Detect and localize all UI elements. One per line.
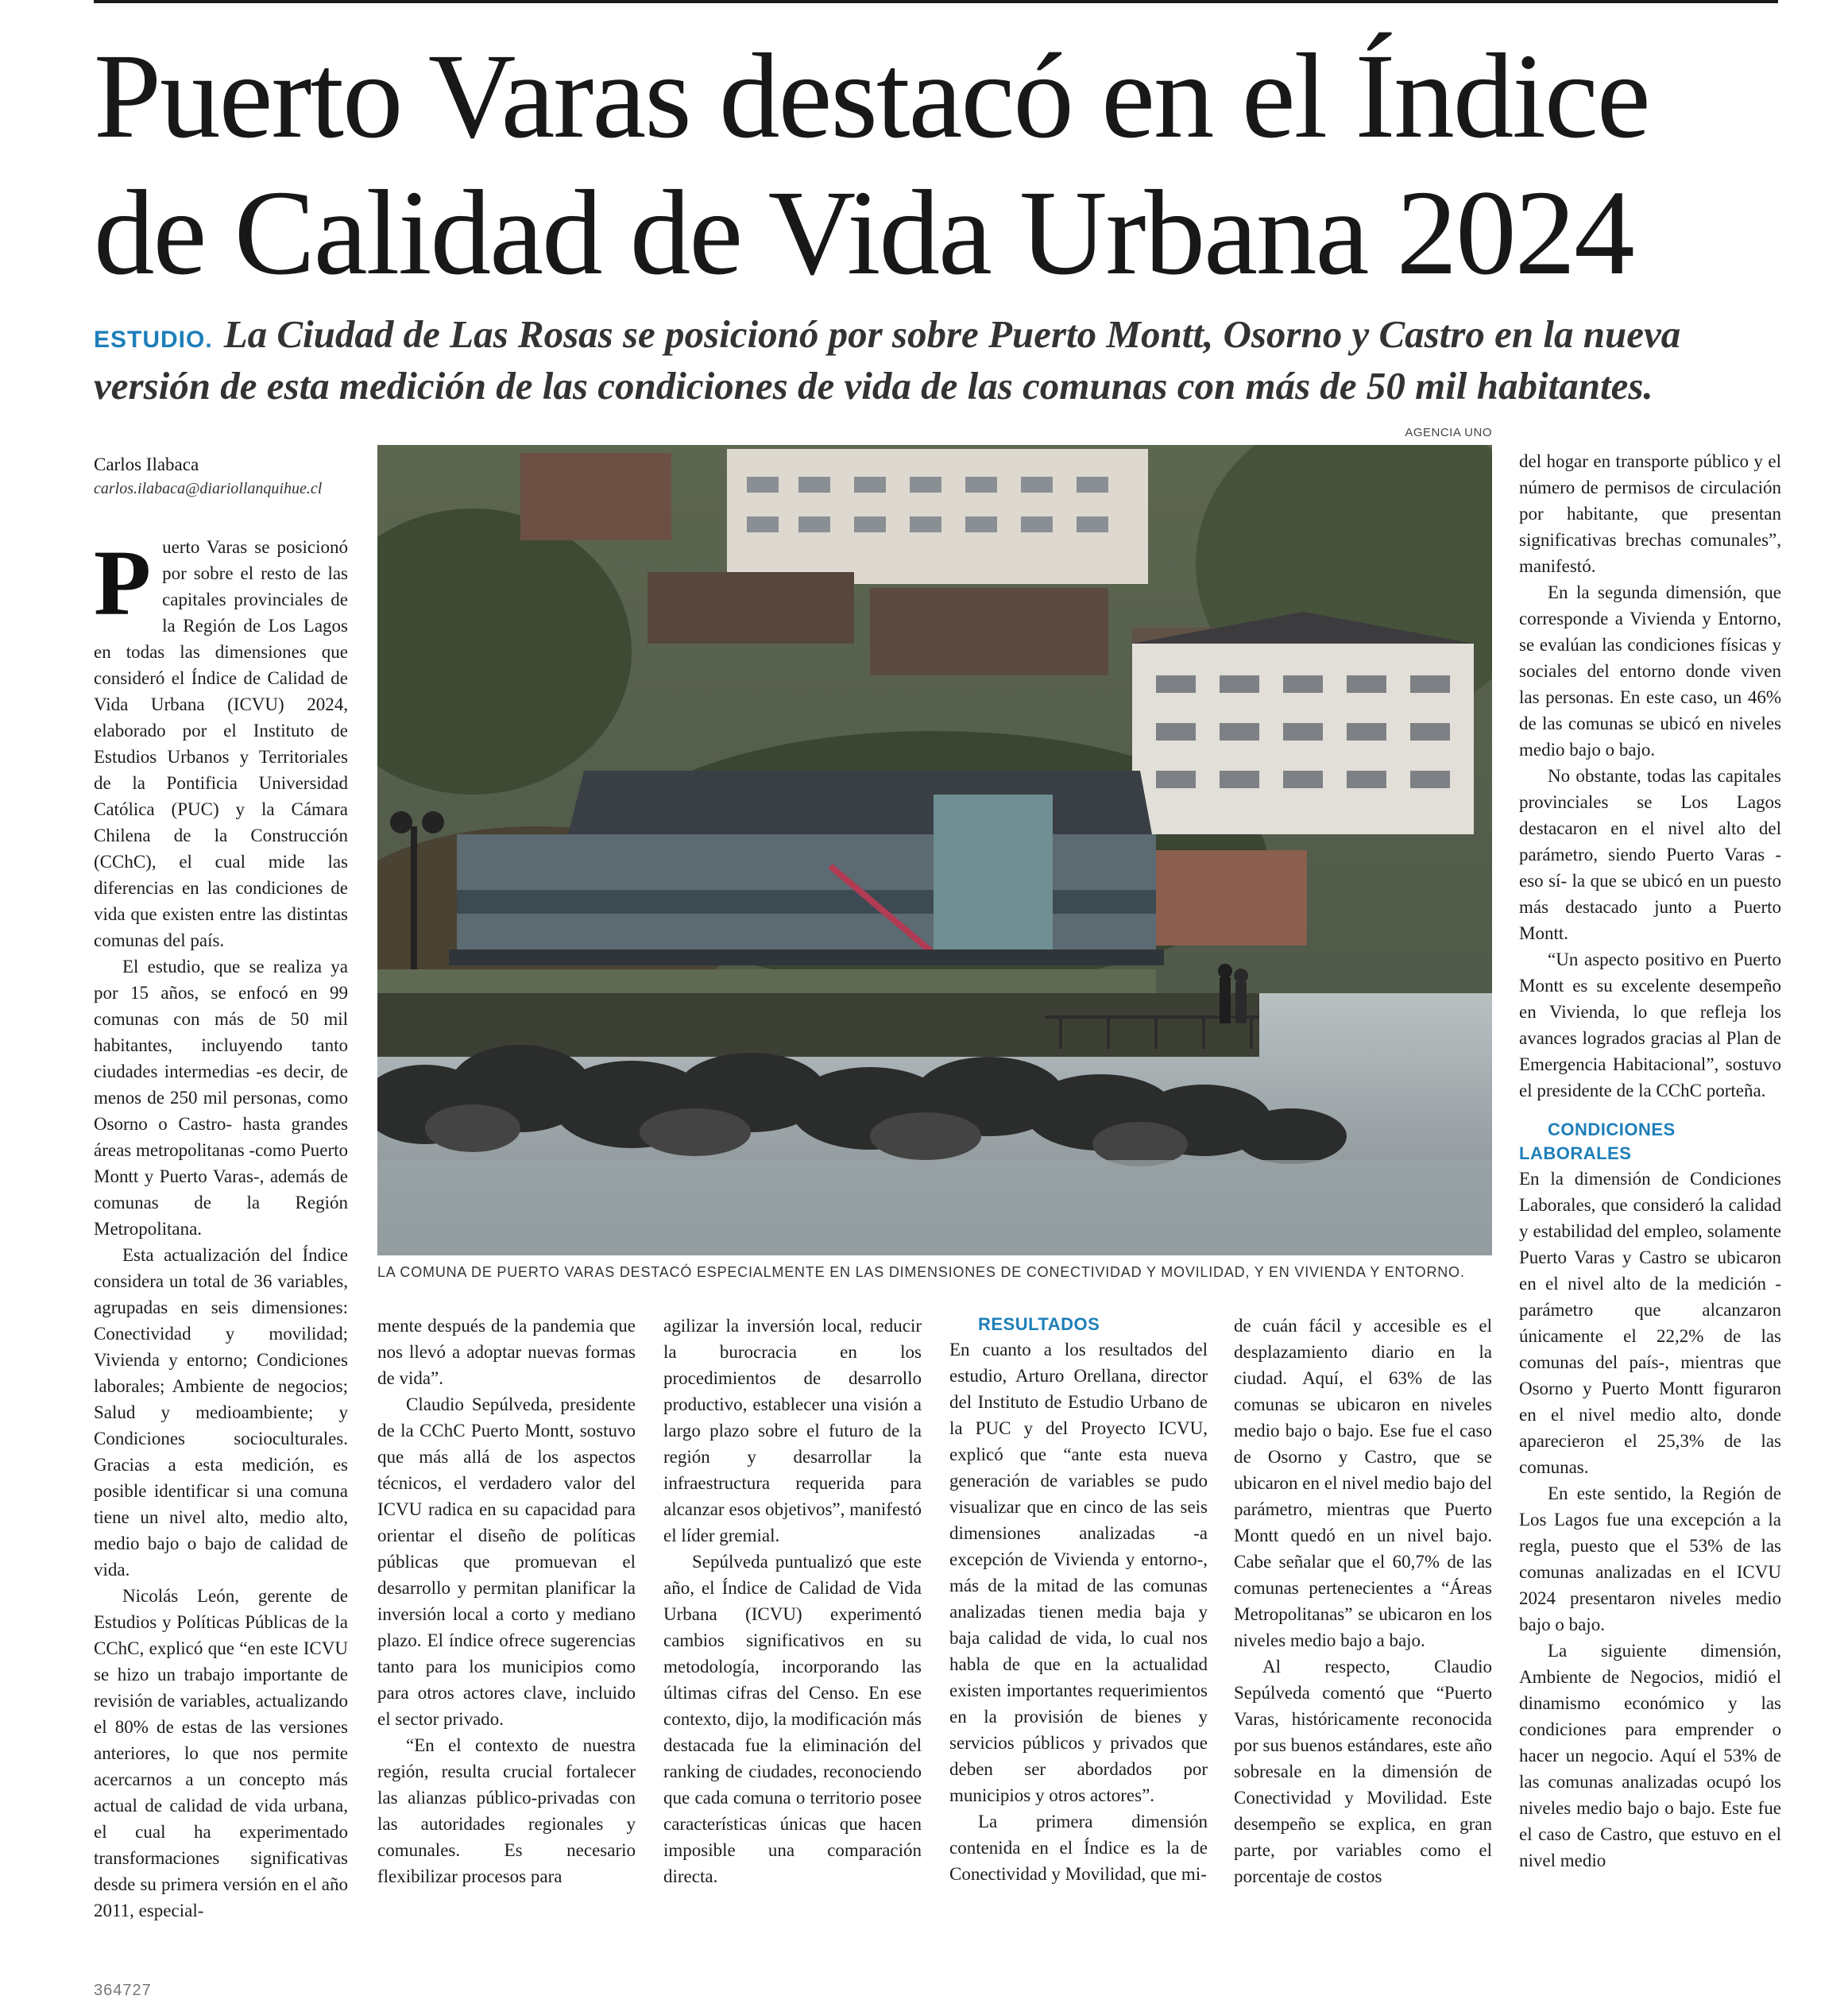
paragraph: El estudio, que se realiza ya por 15 años, se enfocó en 99 comunas con más de 50 mil habitantes, incluyendo tanto ciudades intermedias -es decir, de menos de 250 mil personas, como Osorno o Castro- hasta grandes áreas metropolitanas -como Puerto Montt y Puerto Varas-, además de comunas de la Región Metropolitana. [94, 957, 348, 1239]
paragraph: No obstante, todas las capitales provinciales se Los Lagos destacaron en el nivel alto del parámetro, siendo Puerto Varas -eso sí- la que se ubicó en un puesto más destacado junto a Puerto Montt. [1519, 766, 1781, 943]
paragraph: Sepúlveda puntualizó que este año, el Índice de Calidad de Vida Urbana (ICVU) experimentó cambios significativos en su metodología, incorporando las últimas cifras del Censo. En ese contexto, dijo, la modificación más destacada fue la eliminación del ranking de ciudades, reconociendo que cada comuna o territorio posee características únicas que hacen imposible una comparación directa. [663, 1552, 922, 1886]
paragraph: “En el contexto de nuestra región, resulta crucial fortalecer las alianzas público-privadas con las autoridades regionales y comunales. Es necesario flexibilizar procesos para [377, 1735, 636, 1886]
photo-credit: AGENCIA UNO [1405, 426, 1492, 439]
deck [94, 311, 1786, 409]
column-3 [663, 1313, 922, 1889]
paragraph: En la segunda dimensión, que corresponde a Vivienda y Entorno, se evalúan las condiciones físicas y sociales del entorno donde viven las personas. En este caso, un 46% de las comunas se ubicó en niveles medio bajo o bajo. [1519, 582, 1781, 760]
column-1 [94, 531, 348, 1924]
paragraph: uerto Varas se posicionó por sobre el resto de las capitales provinciales de la Región de Los Lagos en todas las dimensiones que consideró el Índice de Calidad de Vida Urbana (ICVU) 2024, elaborado por el Instituto de Estudios Urbanos y Territoriales de la Pontificia Universidad Católica (PUC) y la Cámara Chilena de la Construcción (CChC), el cual mide las diferencias en las condiciones de vida que existen entre las distintas comunas del país. [94, 537, 348, 950]
clipping-serial: 364727 [94, 1982, 152, 1999]
lakeside-photo-illustration [377, 445, 1492, 1255]
column-4 [949, 1313, 1208, 1887]
paragraph: mente después de la pandemia que nos llevó a adoptar nuevas formas de vida”. [377, 1316, 636, 1388]
author-name: Carlos Ilabaca [94, 454, 199, 474]
top-rule [94, 0, 1778, 3]
deck-text-1: La Ciudad de Las Rosas se posicionó por sobre Puerto Montt, Osorno y Castro en la nueva [223, 312, 1681, 356]
deck-line-1 [94, 311, 1786, 363]
column-5 [1234, 1313, 1492, 1889]
byline [94, 453, 364, 501]
paragraph: En cuanto a los resultados del estudio, Arturo Orellana, director del Instituto de Estudio Urbano de la PUC y del Proyecto ICVU, explicó que “ante esta nueva generación de variables se pudo visualizar que en cinco de las seis dimensiones analizadas -a excepción de Vivienda y entorno-, más de la mitad de las comunas analizadas tienen media baja y baja calidad de vida, lo cual nos habla de que en la actualidad existen importantes requerimientos en la provisión de bienes y servicios públicos y privados que deben ser abordados por municipios y otros actores”. [949, 1340, 1208, 1805]
paragraph: Al respecto, Claudio Sepúlveda comentó que “Puerto Varas, históricamente reconocida por sus buenos estándares, este año sobresale en la dimensión de Conectividad y Movilidad. Este desempeño se explica, en gran parte, por variables como el porcentaje de costos [1234, 1657, 1492, 1886]
paragraph: En la dimensión de Condiciones Laborales, que consideró la calidad y estabilidad del empleo, solamente Puerto Varas y Castro se ubicaron en el nivel alto de la medición -parámetro que alcanzaron únicamente el 22,2% de las comunas del país-, mientras que Osorno y Puerto Montt figuraron en el nivel medio alto, donde aparecieron el 25,3% de las comunas. [1519, 1169, 1781, 1477]
paragraph: La siguiente dimensión, Ambiente de Negocios, midió el dinamismo económico y las condiciones para emprender o hacer un negocio. Aquí el 53% de las comunas analizadas ocupó los niveles medio bajo o bajo. Este fue el caso de Castro, que estuvo en el nivel medio [1519, 1641, 1781, 1870]
deck-line-2: versión de esta medición de las condiciones de vida de las comunas con más de 50 mil habitantes. [94, 364, 1653, 408]
subhead-condiciones-laborales: CONDICIONES LABORALES [1519, 1120, 1676, 1163]
paragraph: agilizar la inversión local, reducir la burocracia en los procedimientos de desarrollo productivo, establecer una visión a largo plazo sobre el futuro de la región y desarrollar la infraestructura requerida para alcanzar esos objetivos”, manifestó el líder gremial. [663, 1316, 922, 1545]
kicker: ESTUDIO. [94, 327, 213, 353]
paragraph: “Un aspecto positivo en Puerto Montt es su excelente desempeño en Vivienda, lo que refleja los avances logrados gracias al Plan de Emergencia Habitacional”, sostuvo el presidente de la CChC porteña. [1519, 949, 1781, 1100]
paragraph: del hogar en transporte público y el número de permisos de circulación por habitante, que presentan significativas brechas comunales”, manifestó. [1519, 451, 1781, 576]
headline [94, 29, 1810, 302]
photo-caption: LA COMUNA DE PUERTO VARAS DESTACÓ ESPECIALMENTE EN LAS DIMENSIONES DE CONECTIVIDAD Y MOVILIDAD, Y EN VIVIENDA Y ENTORNO. [377, 1264, 1465, 1280]
subhead-resultados: RESULTADOS [978, 1314, 1100, 1334]
headline-line-1: Puerto Varas destacó en el Índice [94, 29, 1649, 164]
paragraph: En este sentido, la Región de Los Lagos fue una excepción a la regla, puesto que el 53% de las comunas analizadas en el ICVU 2024 presentaron niveles medio bajo o bajo. [1519, 1483, 1781, 1634]
paragraph: Claudio Sepúlveda, presidente de la CChC Puerto Montt, sostuvo que más allá de los aspectos técnicos, el verdadero valor del ICVU radica en su capacidad para orientar el diseño de políticas públicas que promuevan el desarrollo y permitan planificar la inversión local a corto y mediano plazo. El índice ofrece sugerencias tanto para los municipios como para otros actores clave, incluido el sector privado. [377, 1394, 636, 1729]
article-photo [377, 445, 1492, 1255]
paragraph: La primera dimensión contenida en el Índice es la de Conectividad y Movilidad, que mi- [949, 1812, 1208, 1884]
column-2 [377, 1313, 636, 1889]
headline-line-2: de Calidad de Vida Urbana 2024 [94, 166, 1633, 300]
paragraph: Esta actualización del Índice considera un total de 36 variables, agrupadas en seis dimensiones: Conectividad y movilidad; Vivienda y entorno; Condiciones laborales; Ambiente de negocios; Salud y medioambiente; y Condiciones socioculturales. Gracias a esta medición, es posible identificar si una comuna tiene un nivel alto, medio alto, medio bajo o bajo de calidad de vida. [94, 1245, 348, 1580]
drop-cap: P [94, 531, 152, 635]
column-6 [1519, 448, 1781, 1874]
author-email: carlos.ilabaca@diariollanquihue.cl [94, 480, 323, 497]
paragraph: de cuán fácil y accesible es el desplazamiento diario en la ciudad. Aquí, el 63% de las comunas se ubicaron en niveles medio bajo o bajo. Ese fue el caso de Osorno y Castro, que se ubicaron en el nivel medio bajo del parámetro, mientras que Puerto Montt quedó en un nivel bajo. Cabe señalar que el 60,7% de las comunas pertenecientes a “Áreas Metropolitanas” se ubicaron en los niveles medio bajo a bajo. [1234, 1316, 1492, 1650]
paragraph: Nicolás León, gerente de Estudios y Políticas Públicas de la CChC, explicó que “en este ICVU se hizo un trabajo importante de revisión de variables, actualizando el 80% de estas de las versiones anteriores, lo que nos permite acercarnos a un concepto más actual de calidad de vida urbana, el cual ha experimentado transformaciones significativas desde su primera versión en el año 2011, especial- [94, 1586, 348, 1920]
